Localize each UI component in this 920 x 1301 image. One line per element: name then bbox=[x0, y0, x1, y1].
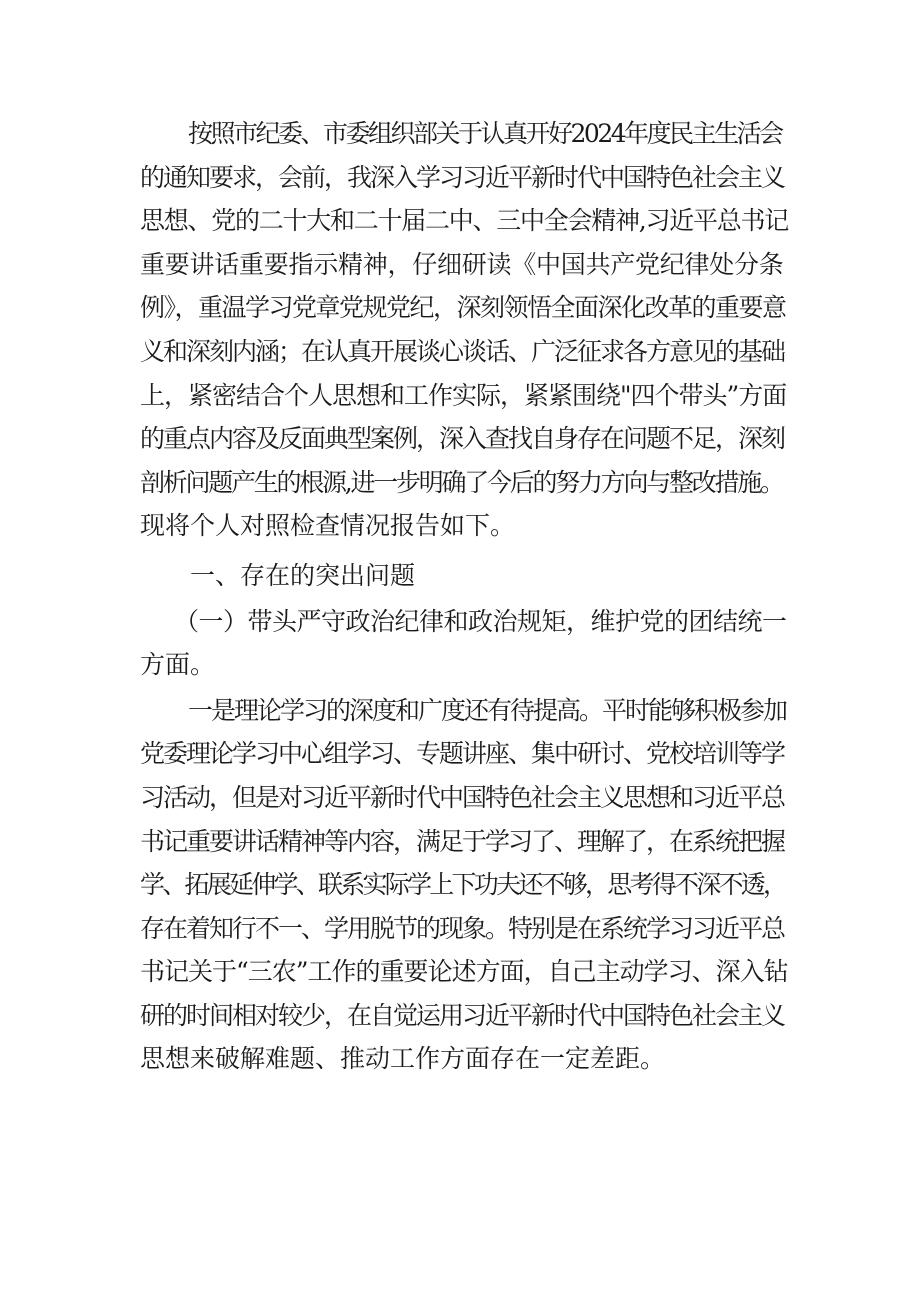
text-line: 剖析问题产生的根源,进一步明确了今后的努力方向与整改措施。 bbox=[140, 467, 783, 497]
text-line: 的通知要求，会前，我深入学习习近平新时代中国特色社会主义 bbox=[140, 162, 785, 192]
text-line: 重要讲话重要指示精神，仔细研读《中国共产党纪律处分条 bbox=[140, 249, 784, 279]
heading-text: 一、存在的突出问题 bbox=[190, 560, 416, 590]
text-line: 书记关于“三农”工作的重要论述方面，自己主动学习、深入钻 bbox=[140, 957, 788, 987]
section-heading bbox=[140, 554, 788, 598]
text-line: 例》，重温学习党章党规党纪，深刻领悟全面深化改革的重要意 bbox=[140, 293, 786, 323]
text-line: 书记重要讲话精神等内容，满足于学习了、理解了，在系统把握 bbox=[140, 826, 785, 856]
text-line: 义和深刻内涵；在认真开展谈心谈话、广泛征求各方意见的基础 bbox=[140, 336, 785, 366]
text-line: 思想、党的二十大和二十届二中、三中全会精神,习近平总书记 bbox=[140, 206, 788, 236]
text-line: 思想来破解难题、推动工作方面存在一定差距。 bbox=[140, 1044, 666, 1074]
text-line: 党委理论学习中心组学习、专题讲座、集中研讨、党校培训等学 bbox=[140, 739, 785, 769]
subsection-heading bbox=[140, 600, 788, 687]
text-line: 上，紧密结合个人思想和工作实际，紧紧围绕"四个带头”方面 bbox=[140, 380, 787, 410]
point-paragraph bbox=[140, 689, 788, 1081]
text-line: 方面。 bbox=[140, 650, 216, 680]
intro-paragraph bbox=[140, 112, 788, 548]
text-line: （一）带头严守政治纪律和政治规矩，维护党的团结统一 bbox=[174, 606, 787, 636]
text-line: 习活动，但是对习近平新时代中国特色社会主义思想和习近平总 bbox=[140, 782, 785, 812]
text-line: 现将个人对照检查情况报告如下。 bbox=[140, 511, 516, 541]
text-line: 的重点内容及反面典型案例，深入查找自身存在问题不足，深刻 bbox=[140, 424, 785, 454]
document-body bbox=[140, 112, 788, 1081]
text-line: 一是理论学习的深度和广度还有待提高。平时能够积极参加 bbox=[188, 695, 787, 725]
text-line: 按照市纪委、市委组织部关于认真开好2024年度民主生活会 bbox=[188, 119, 782, 148]
text-line: 学、拓展延伸学、联系实际学上下功夫还不够，思考得不深不透， bbox=[140, 870, 786, 900]
text-line: 研的时间相对较少，在自觉运用习近平新时代中国特色社会主义 bbox=[140, 1000, 785, 1030]
text-line: 存在着知行不一、学用脱节的现象。特别是在系统学习习近平总 bbox=[140, 913, 785, 943]
